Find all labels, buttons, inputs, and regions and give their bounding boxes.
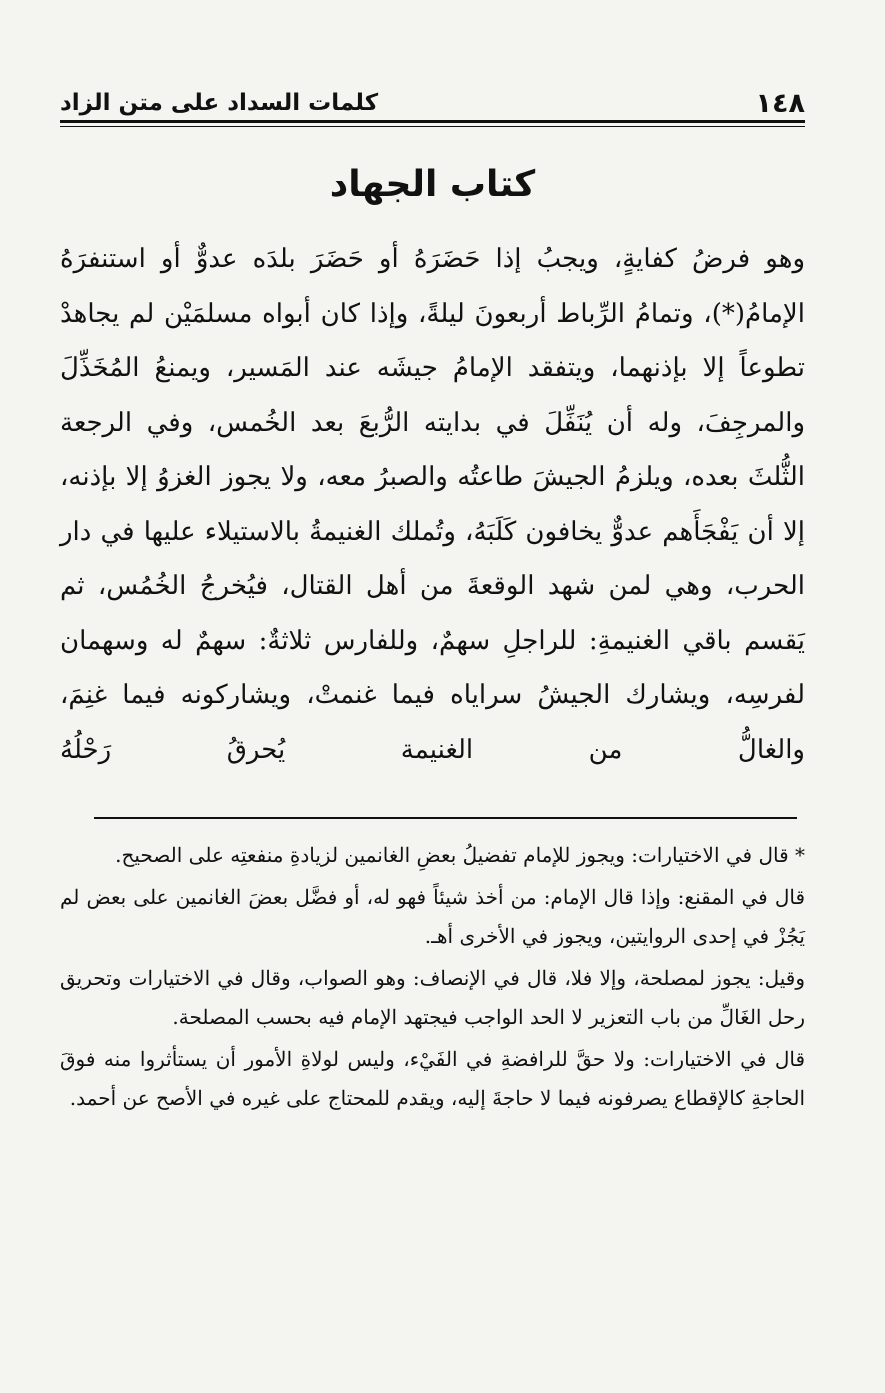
footnote-paragraph: وقيل: يجوز لمصلحة، وإلا فلا، قال في الإنصاف: وهو الصواب، وقال في الاختيارات وتحريق رحل الغَالِّ من باب التعزير لا الحد الواجب فيجتهد الإمام فيه بحسب المصلحة. <box>60 966 805 1029</box>
running-header <box>60 88 805 124</box>
main-body-text: وهو فرضُ كفايةٍ، ويجبُ إذا حَضَرَهُ أو حَضَرَ بلدَه عدوٌّ أو استنفرَهُ الإمامُ(*)، وتمامُ الرِّباط أربعونَ ليلةً، وإذا كان أبواه مسلمَيْن لم يجاهدْ تطوعاً إلا بإذنهما، ويتفقد الإمامُ جيشَه عند المَسير، ويمنعُ المُخَذِّلَ والمرجِفَ، وله أن يُنَفِّلَ في بدايته الرُّبعَ بعد الخُمس، وفي الرجعة الثُّلثَ بعده، ويلزمُ الجيشَ طاعتُه والصبرُ معه، ولا يجوز الغزوُ إلا بإذنه، إلا أن يَفْجَأَهم عدوٌّ يخافون كَلَبَهُ، وتُملك الغنيمةُ بالاستيلاء عليها في دار الحرب، وهي لمن شهد الوقعةَ من أهل القتال، فيُخرجُ الخُمُس، ثم يَقسم باقي الغنيمةِ: للراجلِ سهمٌ، وللفارس ثلاثةٌ: سهمٌ له وسهمان لفرسِه، ويشارك الجيشُ سراياه فيما غنمتْ، ويشاركونه فيما غنِمَ، والغالُّ من الغنيمة يُحرقُ رَحْلُهُ <box>60 244 805 765</box>
chapter-title: كتاب الجهاد <box>329 164 536 205</box>
header-rule <box>60 120 805 123</box>
footnote-paragraph: قال في الاختيارات: ولا حقَّ للرافضةِ في الفَيْء، وليس لولاةِ الأمور أن يستأثروا منه فوقَ الحاجةِ كالإقطاع يصرفونه فيما لا حاجةَ إليه، ويقدم للمحتاج على غيره في الأصح عن أحمد. <box>60 1047 805 1110</box>
footnote-separator <box>94 817 797 819</box>
footnotes <box>60 836 805 1121</box>
footnote-paragraph: * قال في الاختيارات: ويجوز للإمام تفضيلُ بعضِ الغانمين لزيادةِ منفعتِه على الصحيح. <box>115 843 805 867</box>
footnote-paragraph: قال في المقنع: وإذا قال الإمام: من أخذ شيئاً فهو له، أو فضَّل بعضَ الغانمين على بعض لم يَجُزْ في إحدى الروايتين، ويجوز في الأخرى أهـ. <box>60 885 805 948</box>
header-rule-thin <box>60 126 805 127</box>
running-title: كلمات السداد على متن الزاد <box>60 90 379 116</box>
page-number: ١٤٨ <box>755 88 805 119</box>
